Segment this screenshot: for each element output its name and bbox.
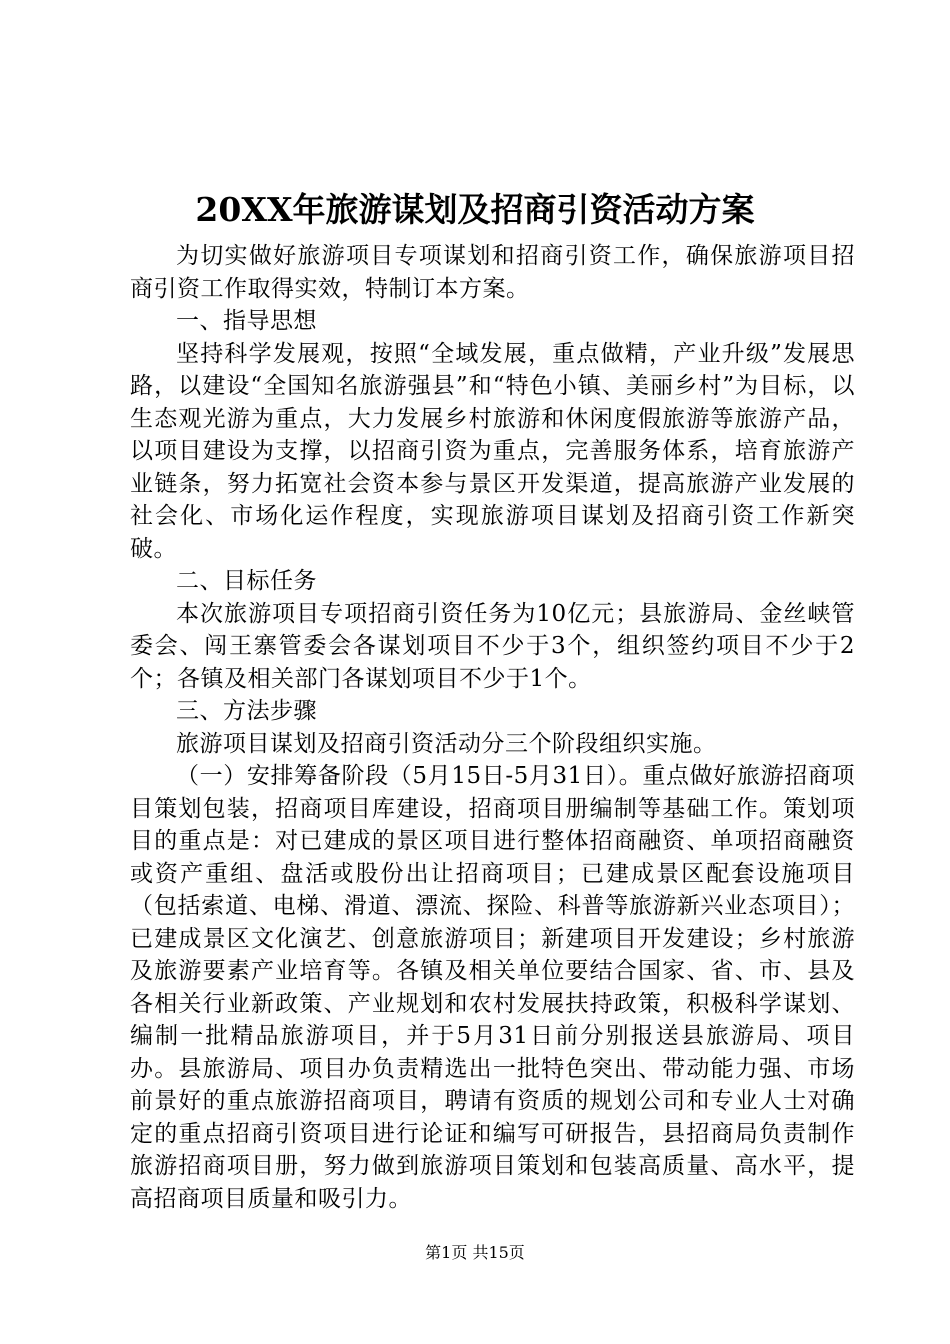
- document-title: 20XX年旅游谋划及招商引资活动方案: [195, 190, 755, 229]
- guiding-ideology-paragraph: 坚持科学发展观，按照“全域发展，重点做精，产业升级”发展思路，以建设“全国知名旅游强县”和“特色小镇、美丽乡村”为目标，以生态观光游为重点，大力发展乡村旅游和休闲度假旅游等旅游产品，以项目建设为支撑，以招商引资为重点，完善服务体系，培育旅游产业链条，努力拓宽社会资本参与景区开发渠道，提高旅游产业发展的社会化、市场化运作程度，实现旅游项目谋划及招商引资工作新突破。: [130, 340, 855, 562]
- page-number-footer: 第1页 共15页: [425, 1243, 525, 1262]
- intro-paragraph: 为切实做好旅游项目专项谋划和招商引资工作，确保旅游项目招商引资工作取得实效，特制订本方案。: [130, 243, 855, 302]
- phase-one-paragraph: （一）安排筹备阶段（5月15日-5月31日）。重点做好旅游招商项目策划包装，招商项目库建设，招商项目册编制等基础工作。策划项目的重点是：对已建成的景区项目进行整体招商融资、单项招商融资或资产重组、盘活或股份出让招商项目；已建成景区配套设施项目（包括索道、电梯、滑道、漂流、探险、科普等旅游新兴业态项目）；已建成景区文化演艺、创意旅游项目；新建项目开发建设；乡村旅游及旅游要素产业培育等。各镇及相关单位要结合国家、省、市、县及各相关行业新政策、产业规划和农村发展扶持政策，积极科学谋划、编制一批精品旅游项目，并于5月31日前分别报送县旅游局、项目办。县旅游局、项目办负责精选出一批特色突出、带动能力强、市场前景好的重点旅游招商项目，聘请有资质的规划公司和专业人士对确定的重点招商引资项目进行论证和编写可研报告，县招商局负责制作旅游招商项目册，努力做到旅游项目策划和包装高质量、高水平，提高招商项目质量和吸引力。: [130, 763, 855, 1212]
- section-heading-guiding-ideology: 一、指导思想: [176, 308, 317, 334]
- methods-intro-paragraph: 旅游项目谋划及招商引资活动分三个阶段组织实施。: [176, 730, 717, 757]
- section-heading-methods: 三、方法步骤: [176, 698, 317, 724]
- goals-paragraph: 本次旅游项目专项招商引资任务为10亿元；县旅游局、金丝峡管委会、闯王寨管委会各谋划项目不少于3个，组织签约项目不少于2个；各镇及相关部门各谋划项目不少于1个。: [130, 600, 855, 692]
- document-body: [130, 240, 855, 1215]
- section-heading-goals: 二、目标任务: [176, 568, 317, 594]
